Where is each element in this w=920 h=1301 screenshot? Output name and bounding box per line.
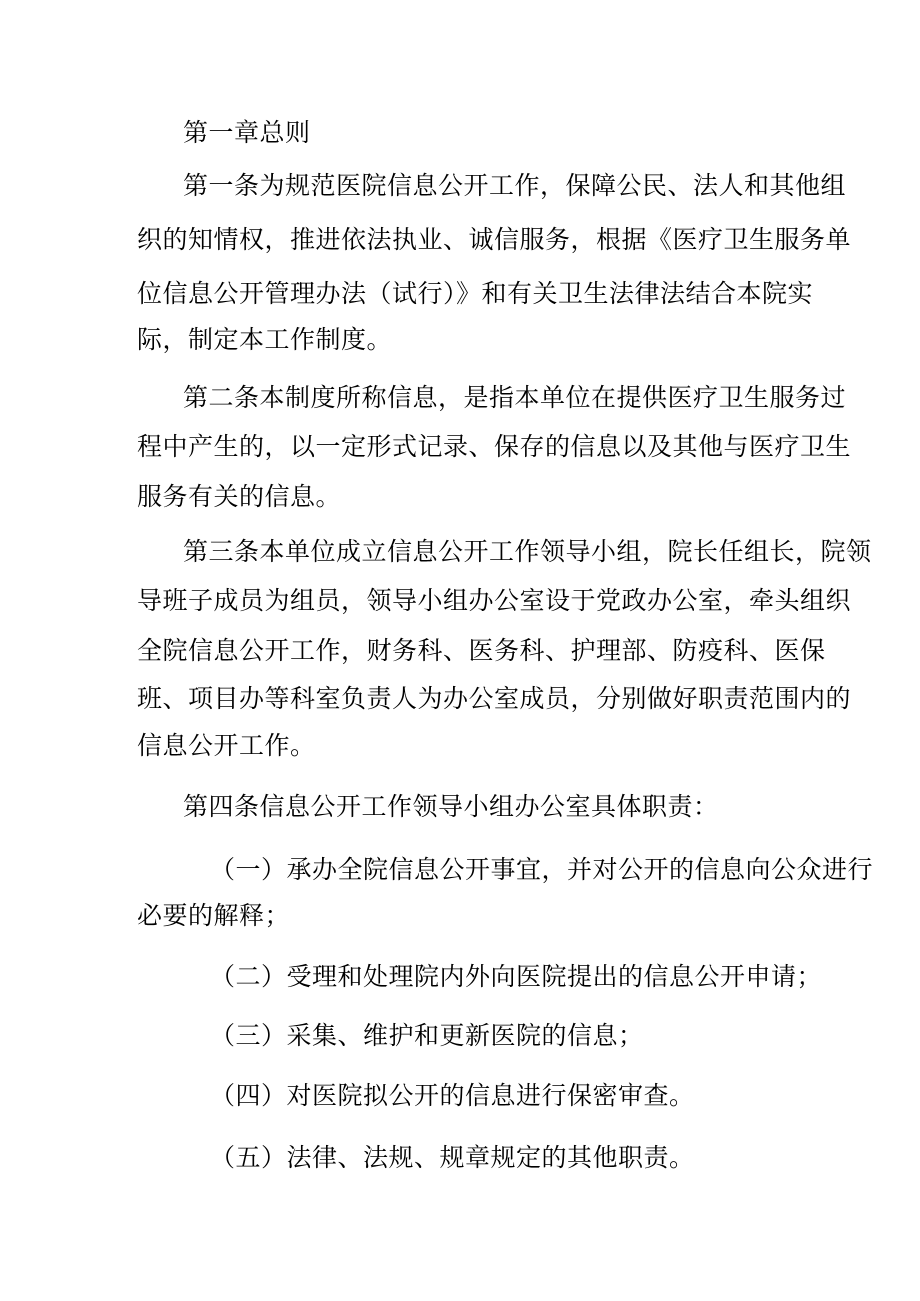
chapter-title: 第一章总则 xyxy=(183,118,311,147)
duty-line: （一）承办全院信息公开事宜，并对公开的信息向公众进行 xyxy=(210,855,874,884)
article-line: 第二条本制度所称信息，是指本单位在提供医疗卫生服务过 xyxy=(183,383,847,412)
duty-line: （四）对医院拟公开的信息进行保密审查。 xyxy=(210,1081,695,1110)
article-line: 第三条本单位成立信息公开工作领导小组，院长任组长，院领 xyxy=(183,537,872,566)
article-line: 班、项目办等科室负责人为办公室成员，分别做好职责范围内的 xyxy=(137,684,852,713)
article-line: 服务有关的信息。 xyxy=(137,482,342,511)
article-line: 信息公开工作。 xyxy=(137,731,316,760)
article-line: 织的知情权，推进依法执业、诚信服务，根据《医疗卫生服务单 xyxy=(137,225,852,254)
article-line: 第四条信息公开工作领导小组办公室具体职责： xyxy=(183,792,719,821)
article-line: 程中产生的，以一定形式记录、保存的信息以及其他与医疗卫生 xyxy=(137,432,852,461)
article-line: 位信息公开管理办法（试行）》和有关卫生法律法结合本院实 xyxy=(137,279,814,308)
duty-line: （五）法律、法规、规章规定的其他职责。 xyxy=(210,1143,695,1172)
article-line: 际，制定本工作制度。 xyxy=(137,325,393,354)
article-line: 第一条为规范医院信息公开工作，保障公民、法人和其他组 xyxy=(183,171,847,200)
duty-line: （二）受理和处理院内外向医院提出的信息公开申请； xyxy=(210,962,823,991)
duty-line: （三）采集、维护和更新医院的信息； xyxy=(210,1021,644,1050)
article-line: 导班子成员为组员，领导小组办公室设于党政办公室，牵头组织 xyxy=(137,586,852,615)
duty-line: 必要的解释； xyxy=(137,901,291,930)
article-line: 全院信息公开工作，财务科、医务科、护理部、防疫科、医保 xyxy=(137,636,826,665)
